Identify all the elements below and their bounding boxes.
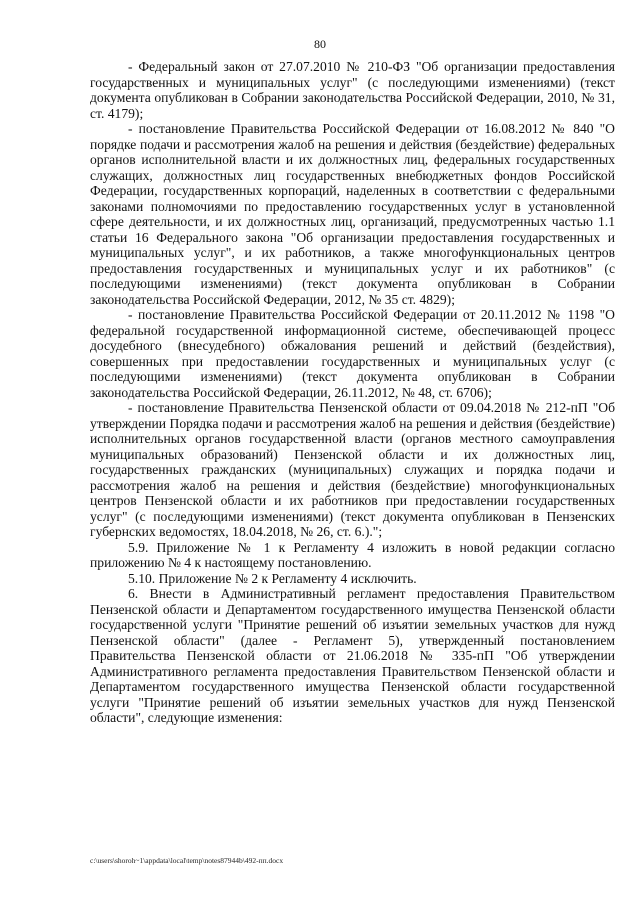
page-number: 80 [314, 37, 326, 51]
paragraph-6: 6. Внести в Административный регламент предоставления Правительством Пензенской области и Департаментом государственного имущества Пензенской области государственной услуги "Принятие решений об изъятии земельных участков для нужд Пензенской области" (далее - Регламент 5), утвержденный постановлением Правительства Пензенской области от 21.06.2018 № 335-пП "Об утверждении Административного регламента предоставления Правительством Пензенской области и Департаментом государственного имущества Пензенской области государственной услуги "Принятие решений об изъятии земельных участков для нужд Пензенской области", следующие изменения: [90, 586, 615, 725]
document-body [90, 59, 615, 726]
paragraph-federal-law-210: - Федеральный закон от 27.07.2010 № 210-ФЗ "Об организации предоставления государственных и муниципальных услуг" (с последующими изменениями) (текст документа опубликован в Собрании законодательства Российской Федерации, 2010, № 31, ст. 4179); [90, 59, 615, 121]
paragraph-5-9: 5.9. Приложение № 1 к Регламенту 4 изложить в новой редакции согласно приложению № 4 к настоящему постановлению. [90, 539, 615, 570]
footer-file-path: c:\users\shoroh~1\appdata\local\temp\notes87944b\492-пп.docx [90, 856, 284, 865]
paragraph-resolution-212: - постановление Правительства Пензенской области от 09.04.2018 № 212-пП "Об утверждении Порядка подачи и рассмотрения жалоб на решения и действия (бездействие) исполнительных органов государственной власти (органов местного самоуправления муниципальных образований) Пензенской области и их должностных лиц, государственных гражданских (муниципальных) служащих и порядка подачи и рассмотрения жалоб на решения и действия (бездействие) многофункциональных центров Пензенской области и их работников при предоставлении государственных услуг" (с последующими изменениями) (текст документа опубликован в Пензенских губернских ведомостях, 18.04.2018, № 26, ст. 6.)."; [90, 400, 615, 539]
paragraph-5-10: 5.10. Приложение № 2 к Регламенту 4 исключить. [128, 570, 417, 586]
paragraph-resolution-840: - постановление Правительства Российской Федерации от 16.08.2012 № 840 "О порядке подачи и рассмотрения жалоб на решения и действия (бездействие) федеральных органов исполнительной власти и их должностных лиц, федеральных государственных служащих, должностных лиц государственных внебюджетных фондов Российской Федерации, государственных корпораций, наделенных в соответствии с федеральными законами полномочиями по предоставлению государственных услуг в установленной сфере деятельности, и их должностных лиц, организаций, предусмотренных частью 1.1 статьи 16 Федерального закона "Об организации предоставления государственных и муниципальных услуг", и их работников, а также многофункциональных центров предоставления государственных и муниципальных услуг и их работников" (с последующими изменениями) (текст документа опубликован в Собрании законодательства Российской Федерации, 2012, № 35 ст. 4829); [90, 121, 615, 307]
paragraph-resolution-1198: - постановление Правительства Российской Федерации от 20.11.2012 № 1198 "О федеральной государственной информационной системе, обеспечивающей процесс досудебного (внесудебного) обжалования решений и действий (бездействия), совершенных при предоставлении государственных и муниципальных услуг (с последующими изменениями) (текст документа опубликован в Собрании законодательства Российской Федерации, 26.11.2012, № 48, ст. 6706); [90, 307, 615, 400]
